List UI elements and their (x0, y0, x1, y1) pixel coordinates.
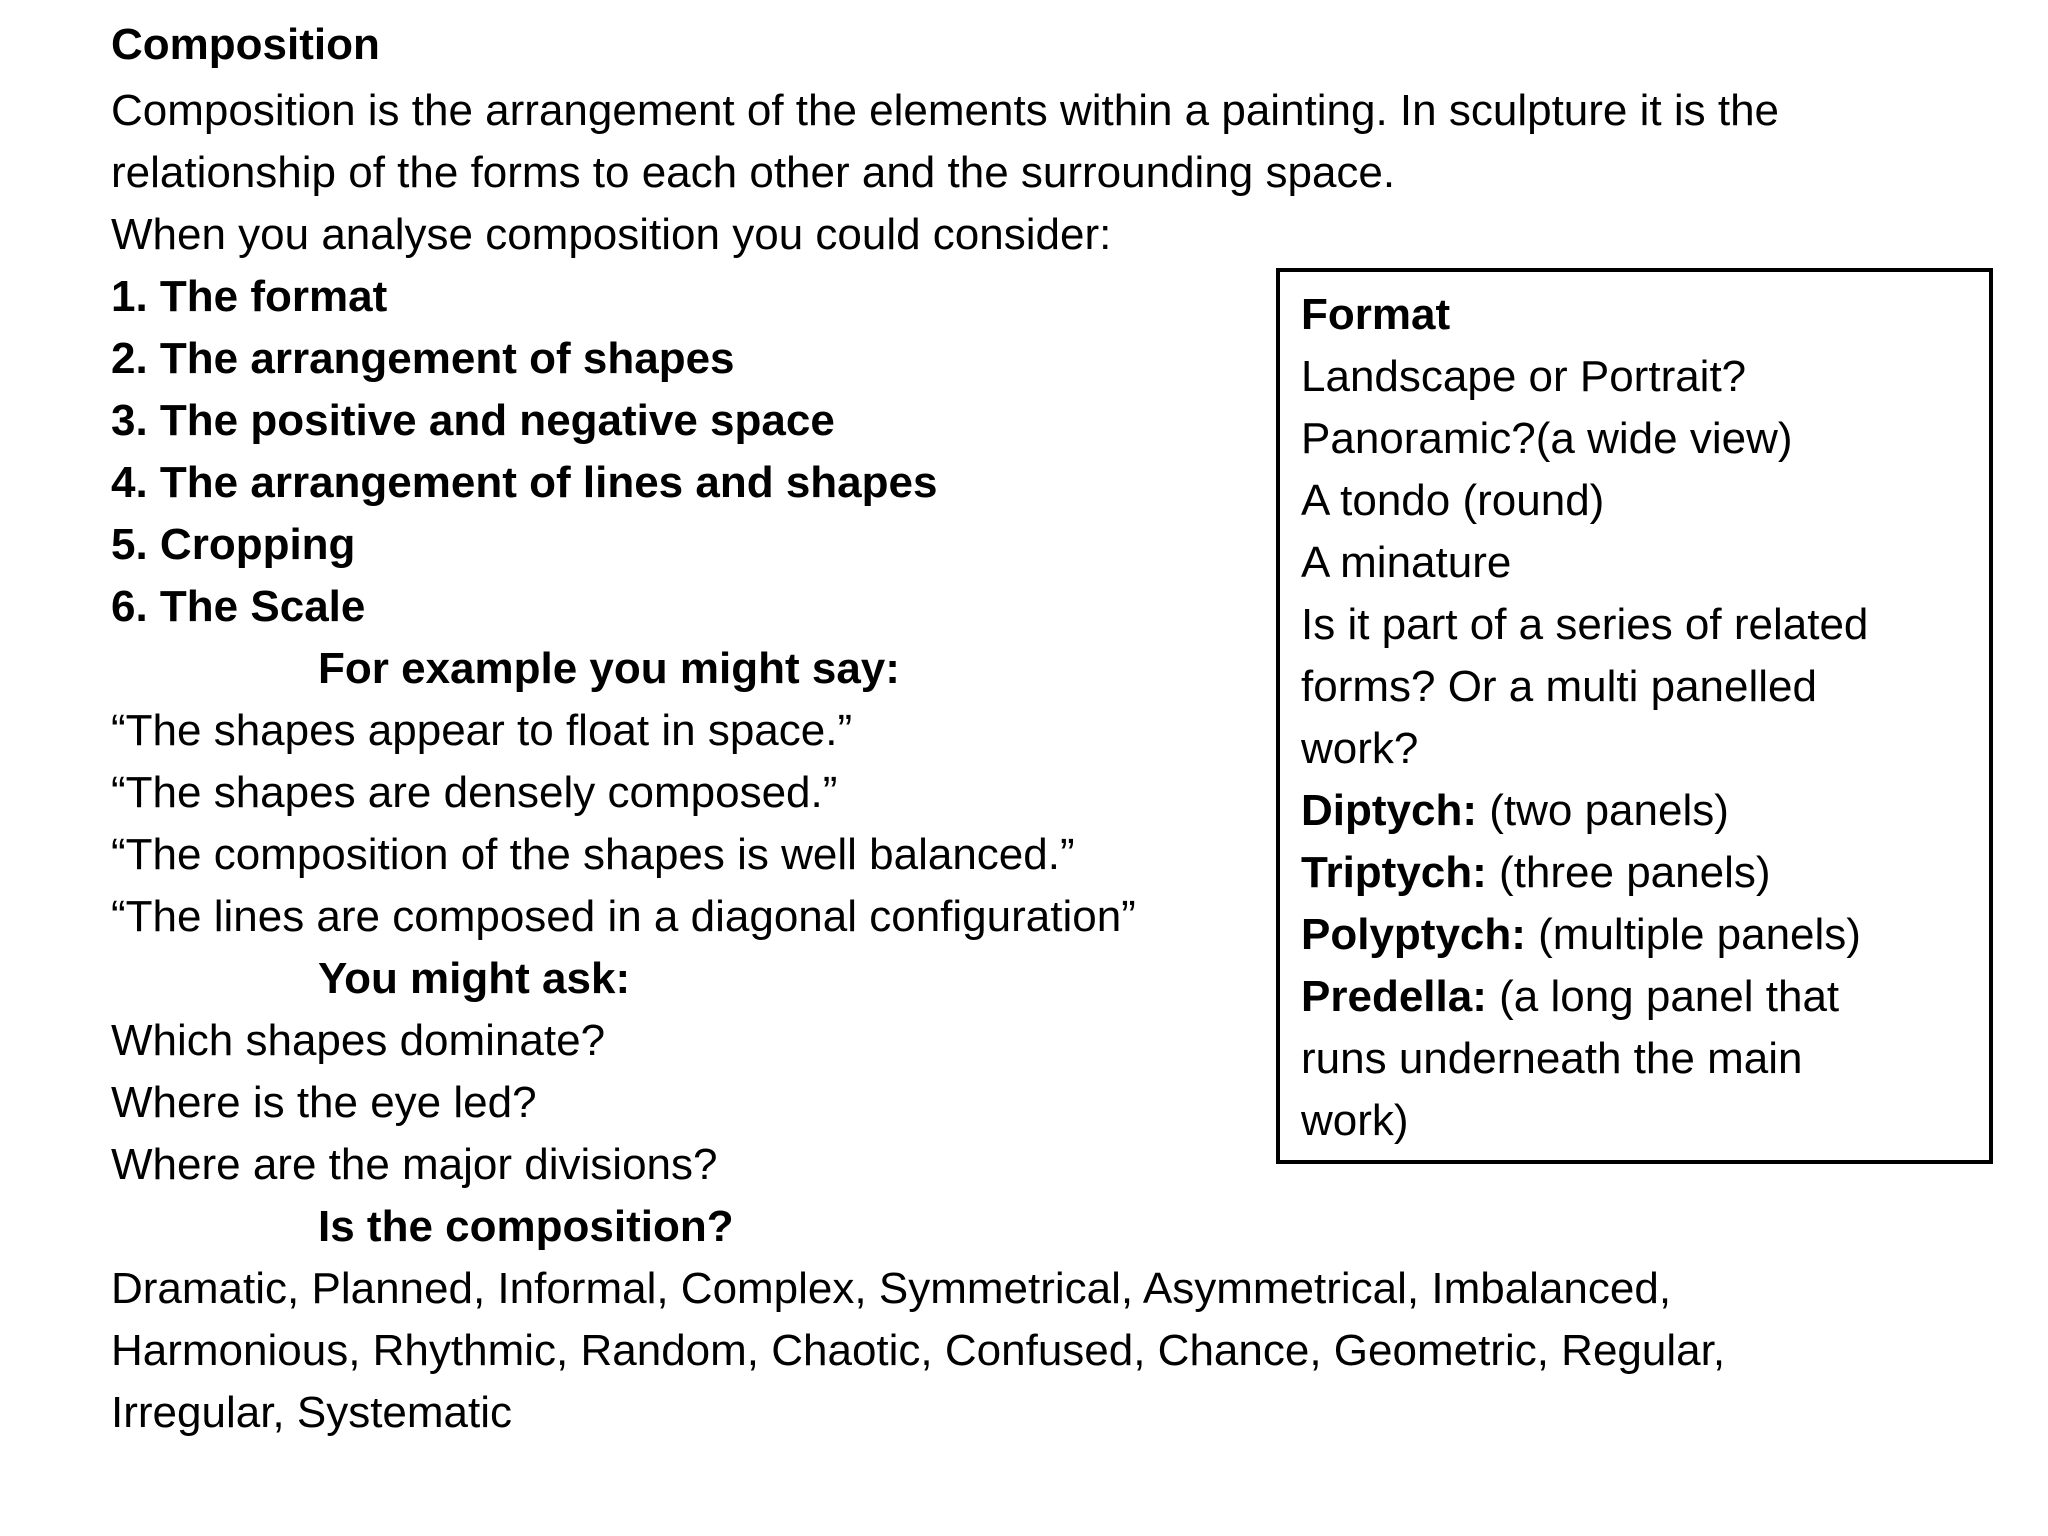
format-line: A minature (1301, 538, 1512, 587)
format-box (1276, 268, 1993, 1164)
format-term-row (1301, 842, 1771, 904)
intro-line-2: relationship of the forms to each other and the surrounding space. (111, 148, 1396, 197)
format-term-row (1301, 904, 1861, 966)
question-item: Where is the eye led? (111, 1078, 537, 1127)
format-line: Is it part of a series of related (1301, 600, 1869, 649)
format-line: Panoramic?(a wide view) (1301, 414, 1793, 463)
consideration-item: 6. The Scale (111, 582, 366, 631)
example-quote: “The shapes are densely composed.” (111, 768, 838, 817)
format-line: work) (1301, 1096, 1409, 1145)
format-term-desc: (a long panel that (1486, 972, 1840, 1021)
format-term-desc: (two panels) (1477, 786, 1729, 835)
format-line: Landscape or Portrait? (1301, 352, 1747, 401)
consideration-item: 3. The positive and negative space (111, 396, 835, 445)
format-line: runs underneath the main (1301, 1034, 1803, 1083)
intro-line-1: Composition is the arrangement of the elements within a painting. In sculpture it is the (111, 86, 1780, 135)
format-term: Diptych: (1301, 786, 1477, 835)
format-term-row (1301, 780, 1729, 842)
consideration-item: 5. Cropping (111, 520, 356, 569)
question-item: Where are the major divisions? (111, 1140, 718, 1189)
consideration-item: 1. The format (111, 272, 388, 321)
format-line: forms? Or a multi panelled (1301, 662, 1817, 711)
example-quote: “The lines are composed in a diagonal configuration” (111, 892, 1136, 941)
adjectives-line: Irregular, Systematic (111, 1388, 513, 1437)
intro-line-3: When you analyse composition you could consider: (111, 210, 1112, 259)
examples-heading: For example you might say: (318, 644, 900, 693)
format-term: Triptych: (1301, 848, 1487, 897)
example-quote: “The composition of the shapes is well balanced.” (111, 830, 1075, 879)
format-term: Polyptych: (1301, 910, 1526, 959)
format-heading: Format (1301, 290, 1451, 339)
adjectives-heading: Is the composition? (318, 1202, 734, 1251)
adjectives-line: Harmonious, Rhythmic, Random, Chaotic, Confused, Chance, Geometric, Regular, (111, 1326, 1726, 1375)
format-line: work? (1301, 724, 1419, 773)
consideration-item: 2. The arrangement of shapes (111, 334, 735, 383)
adjectives-line: Dramatic, Planned, Informal, Complex, Symmetrical, Asymmetrical, Imbalanced, (111, 1264, 1672, 1313)
consideration-item: 4. The arrangement of lines and shapes (111, 458, 938, 507)
question-item: Which shapes dominate? (111, 1016, 606, 1065)
format-term-desc: (multiple panels) (1525, 910, 1861, 959)
format-line: A tondo (round) (1301, 476, 1605, 525)
format-term-row (1301, 966, 1839, 1028)
example-quote: “The shapes appear to float in space.” (111, 706, 853, 755)
format-term-desc: (three panels) (1486, 848, 1771, 897)
format-term: Predella: (1301, 972, 1487, 1021)
page-title: Composition (111, 20, 380, 69)
ask-heading: You might ask: (318, 954, 631, 1003)
